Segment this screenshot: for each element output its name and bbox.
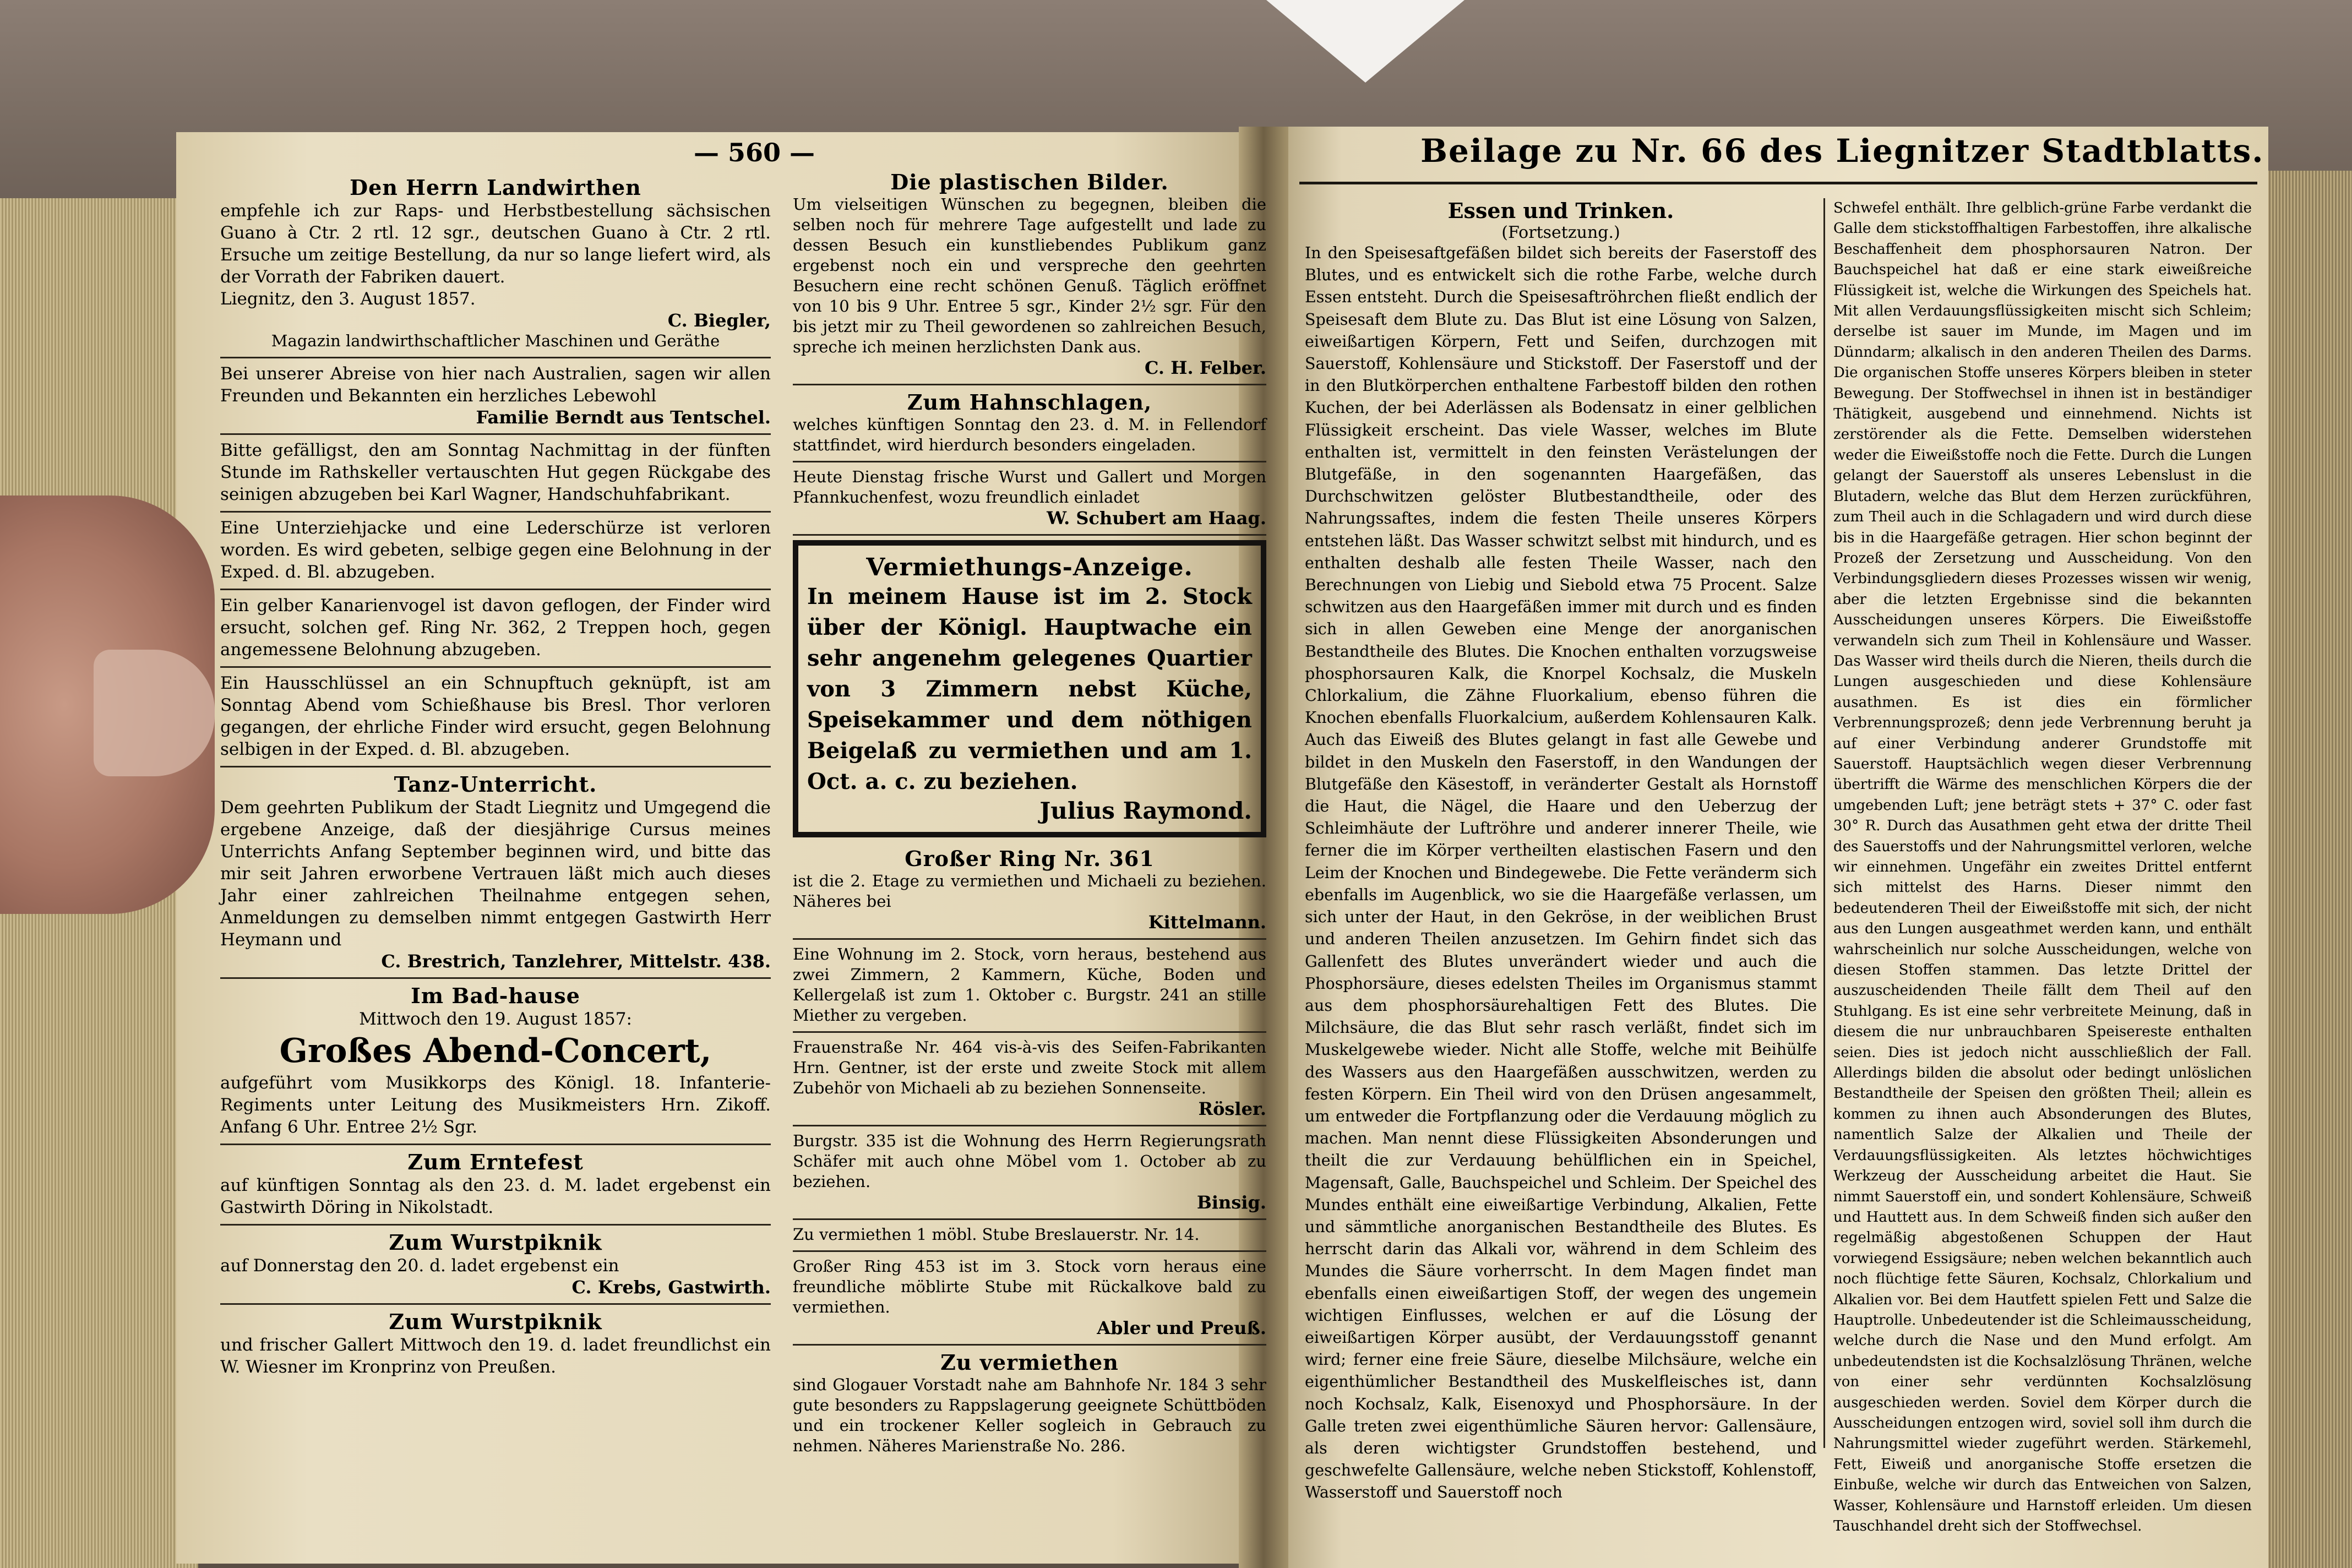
ad-subline: Magazin landwirthschaftlicher Maschinen und Geräthe bbox=[271, 331, 720, 350]
ad-heading: Tanz-Unterricht. bbox=[394, 772, 597, 797]
ad-text: auf Donnerstag den 20. d. ladet ergebenst ein bbox=[220, 1256, 619, 1276]
book-page-edges-right bbox=[2257, 171, 2352, 1568]
ad-text: auf künftigen Sonntag als den 23. d. M. ladet ergebenst ein Gastwirth Döring in Nikolstadt. bbox=[220, 1175, 771, 1217]
article-text-column-b: Schwefel enthält. Ihre gelblich-grüne Farbe verdankt die Galle dem stickstoffhaltigen Farbestoffen, ihre alkalische Beschaffenheit dem phosphorsauren Natron. Der Bauchspeichel hat daß er eine stark eiweißreiche Flüssigkeit ist, welche die Wirkungen des Speichels hat. Mit allen Verdauungsflüssigkeiten mischt sich Schleim; derselbe ist sauer im Munde, im Magen und im Dünndarm; alkalisch in den anderen Theilen des Darms. Die organischen Stoffe unseres Körpers bleiben in steter Bewegung. Der Stoffwechsel in ihnen ist in beständiger Thätigkeit, ausgebend und einnehmend. Nichts ist zerstörender als die Fette. Demselben widerstehen weder die Eiweißstoffe noch die Fette. Durch die Lungen gelangt der Sauerstoff als unseres Lebenslust in die Blutadern, welche das Blut dem Herzen zurückführen, zum Theil auch in die Schlagadern und wird durch diese bis in die Haargefäße getragen. Hier schon beginnt der Prozeß der Zersetzung und Ausscheidung. Von den Verbindungsgliedern dieses Prozesses wissen wir wenig, aber die letzten Ergebnisse sind die bekannten Ausscheidungen unseres Körpers. Die Eiweißstoffe verwandeln sich zum Theil in Kohlensäure und Wasser. Das Wasser wird theils durch die Nieren, theils durch die Lungen ausgeschieden und diese Kohlensäure ausathmen. Es ist dies ein förmlicher Verbrennungsprozeß; denn jede Verbrennung beruht ja auf einer Verbindung anderer Grundstoffe mit Sauerstoff. Hauptsächlich wegen dieser Verbrennung übertrifft die Wärme des menschlichen Körpers die der umgebenden Luft; jene beträgt stets + 37° C. oder fast 30° R. Durch das Ausathmen geht etwa der dritte Theil des Sauerstoffs und der Nahrungsmittel verloren, welche wir einnehmen. Ungefähr ein zweites Drittel entfernt sich mittelst des Harns. Dieser nimmt den bedeutenderen Theil der Eiweißstoffe mit sich, der nicht aus den Lungen ausgeathmet werden kann, und enthält wahrscheinlich nur solche Ausscheidungen, welche von diesen Stoffen stammen. Das letzte Drittel der auszuscheidenden Theile fällt dem Theil auf den Stuhlgang. Es ist eine sehr verbreitete Meinung, daß in diesem die nur unbrauchbaren Speisereste enthalten seien. Dies ist jedoch nicht ausschließlich der Fall. Allerdings bilden die absolut oder bedingt unlöslichen Bestandtheile der Speisen den größten Theil; allein es kommen zu ihnen auch Absonderungen des Blutes, namentlich Salze der Alkalien und Theile der Verdauungsflüssigkeiten. Als letztes höchwichtiges Werkzeug der Ausscheidung arbeitet die Haut. Sie nimmt Sauerstoff ein, und sondert Kohlensäure, Schweiß und Hauttett aus. In dem Schweiß finden sich außer den regelmäßig abgestoßenen Schuppen der Haut vorwiegend Essigsäure; neben welchen bekanntlich auch noch flüchtige fette Säuren, Kochsalz, Chlorkalium und Alkalien vor. Bei dem Hautfett spielen Fett und Salze die Hauptrolle. Unbedeutender ist die Schleimausscheidung, welche durch die Nase und den Mund erfolgt. Am unbedeutendsten ist die Kochsalzlösung Thränen, welche von einer sehr verdünnten Kochsalzlösung ausgeschieden werden. Soviel dem Körper durch die Ausscheidungen entzogen wird, soviel soll ihm durch die Nahrungsmittel wieder zugeführt werden. Stärkemehl, Fett, Eiweiß und anorganische Stoffe ersetzen die Einbuße, welche wir durch das Entweichen von Salzen, Wasser, Kohlensäure und Harnstoff erleiden. Um diesen Tauschhandel dreht sich der Stoffwechsel. bbox=[1833, 200, 2252, 1534]
ad-moebl-stube bbox=[793, 1220, 1266, 1252]
article-text-column-a: In den Speisesaftgefäßen bildet sich bereits der Faserstoff des Blutes, und es entwickelt sich die rothe Farbe, welche durch Essen entsteht. Durch die Speisesaftröhrchen fließt endlich der Speisesaft dem Blute zu. Das Blut ist eine Lösung von Salzen, eiweißartigen Körpern, Fett und Seifen, durchzogen mit Sauerstoff, Kohlensäure und Stickstoff. Der Faserstoff und der in den Blutkörperchen enthaltene Farbestoff bilden den rothen Kuchen, der bei Aderlässen als Bodensatz in einer gelblichen Flüssigkeit erscheint. Das viele Wasser, welches im Blute enthalten ist, vermittelt in den feinsten Verästelungen der Blutgefäße, in den sogenannten Haargefäßen, das Durchschwitzen gelöster Blutbestandtheile, oder des Nahrungssaftes, indem die festen Theile unseres Körpers entstehen läßt. Das Wasser schwitzt selbst mit hindurch, und es enthalten deshalb alle festen Theile Wasser, nach den Berechnungen von Liebig und Siebold etwa 75 Procent. Salze schwitzen aus den Haargefäßen immer mit durch und es finden sich in allen Geweben eine Menge der anorganischen Bestandtheile des Blutes. Die Knochen enthalten vorzugsweise phosphorsauren Kalk, die Knorpel Kochsalz, die Muskeln Chlorkalium, die Zähne Fluorkalium, ebenso führen die Knochen ebenfalls Fluorkalcium, außerdem Kohlensauren Kalk. Auch das Eiweiß des Blutes gelangt in fast alle Gewebe und bildet in den Muskeln den Faserstoff, in den Wandungen der Blutgefäße den Käsestoff, in veränderter Gestalt als Hornstoff die Haut, die Nägel, die Haare und den Ueberzug der Schleimhäute der Luftröhre und anderer innerer Theile, wie ferner die im Körper vertheilten elastischen Fasern und den Leim der Knochen und Bindegewebe. Die Fette veränderm sich ebenfalls im Augenblick, wo sie die Haargefäße verlassen, um sich unter der Haut, in den Gekröse, in der weiblichen Brust und anderen Theilen anzusetzen. Im Gehirn findet sich das Gallenfett des Blutes unverändert wieder und auch die Phosphorsäure, dieses edelsten Theiles im Organismus stammt aus dem phosphorsäurehaltigen Fett des Blutes. Die Milchsäure, die das Blut sehr rasch verläßt, findet sich im Muskelgewebe wieder. Nicht alle Stoffe, welche mit Beihülfe des Wassers aus den Haargefäßen ausschwitzen, werden zu festen Körpern. Ein Theil wird von den Drüsen angesammelt, um entweder die Fortpflanzung oder die Verdauung möglich zu machen. Man nennt diese Flüssigkeiten Absonderungen und theilt die zur Verdauung behülflichen ein in Speichel, Magensaft, Galle, Bauchspeichel und Schleim. Der Speichel des Mundes enthält eine eiweißartige Verbindung, Alkalien, Fette und sämmtliche anorganischen Bestandtheile des Blutes. Es herrscht darin das Alkali vor, während in dem Schleim des Mundes die Säure vorherrscht. In dem Magen findet man ebenfalls einen eiweißartigen Stoff, der wegen des ungemein wichtigen Einflusses, welchen er auf die Lösung der eiweißartigen Körper ausübt, der Verdauungsstoff genannt wird; ferner eine freie Säure, dieselbe Milchsäure, welche ein eigenthümlicher Bestandtheil des Muskelfleisches ist, dann noch Kochsalz, Kalk, Eisenoxyd und Phosphorsäure. In der Galle treten zwei eigenthümliche Säuren hervor: Gallensäure, als deren wichtigster Grundstoffen bestehend, und geschwefelte Gallensäure, welche neben Stickstoff, Kohlenstoff, Wasserstoff und Sauerstoff noch bbox=[1305, 244, 1817, 1502]
ad-heading: Im Bad-hause bbox=[411, 983, 580, 1008]
ad-text: sind Glogauer Vorstadt nahe am Bahnhofe Nr. 184 3 sehr gute besonders zu Rappslagerung geeignete Schüttböden und ein trockener Keller sogleich in Gebrauch zu nehmen. Näheres Marienstraße No. 286. bbox=[793, 1375, 1266, 1455]
ad-text: Ein gelber Kanarienvogel ist davon geflogen, der Finder wird ersucht, solchen gef. Ring Nr. 362, 2 Treppen hoch, gegen angemessene Belohnung abzugeben. bbox=[220, 596, 771, 660]
ad-date: Mittwoch den 19. August 1857: bbox=[359, 1009, 632, 1029]
ad-hut bbox=[220, 435, 771, 513]
article-subtitle: (Fortsetzung.) bbox=[1501, 223, 1620, 242]
left-page-column-b bbox=[793, 165, 1266, 1462]
ad-heading: Die plastischen Bilder. bbox=[890, 170, 1169, 194]
ad-grosser-ring-361 bbox=[793, 842, 1266, 940]
ad-tanz-unterricht bbox=[220, 767, 771, 979]
ad-signature: Julius Raymond. bbox=[1039, 797, 1252, 824]
ad-text: Bitte gefälligst, den am Sonntag Nachmittag in der fünften Stunde im Rathskeller vertauschten Hut gegen Rückgabe des seinigen abzugeben bei Karl Wagner, Handschuhfabrikant. bbox=[220, 440, 771, 504]
ad-text: empfehle ich zur Raps- und Herbstbestellung sächsischen Guano à Ctr. 2 rtl. 12 sgr., deutschen Guano à Ctr. 2 rtl. Ersuche um zeitige Bestellung, da nur so lange liefert wird, als der Vorrath der Fabriken dauert. bbox=[220, 201, 771, 287]
thumb-nail bbox=[94, 650, 215, 776]
column-divider bbox=[1823, 198, 1825, 1448]
ad-signature: C. Krebs, Gastwirth. bbox=[571, 1277, 771, 1298]
ad-text: aufgeführt vom Musikkorps des Königl. 18. Infanterie-Regiments unter Leitung des Musikmeisters Hrn. Zikoff. Anfang 6 Uhr. Entree 2½ Sgr. bbox=[220, 1073, 771, 1137]
ad-landwirthen bbox=[220, 171, 771, 358]
page-number: — 560 — bbox=[694, 138, 815, 167]
ad-text: und frischer Gallert Mittwoch den 19. d. ladet freundlichst ein W. Wiesner im Kronprinz von Preußen. bbox=[220, 1335, 771, 1377]
ad-heading: Zum Wurstpiknik bbox=[389, 1309, 602, 1334]
ad-signature: C. Brestrich, Tanzlehrer, Mittelstr. 438. bbox=[381, 951, 771, 972]
ad-heading: Zu vermiethen bbox=[940, 1350, 1119, 1375]
ad-unterziehjacke bbox=[220, 513, 771, 590]
ad-grosser-ring-453 bbox=[793, 1252, 1266, 1346]
ad-plastische-bilder bbox=[793, 165, 1266, 385]
ad-signature: C. H. Felber. bbox=[1145, 357, 1266, 378]
ad-wurstpiknik-1 bbox=[220, 1226, 771, 1305]
ad-erntefest bbox=[220, 1145, 771, 1226]
ad-signature: Abler und Preuß. bbox=[1097, 1317, 1266, 1338]
ad-abreise bbox=[220, 358, 771, 435]
ad-text: Heute Dienstag frische Wurst und Gallert und Morgen Pfannkuchenfest, wozu freundlich einladet bbox=[793, 467, 1266, 507]
ad-heading: Zum Hahnschlagen, bbox=[907, 390, 1152, 415]
ad-wurst-gallert bbox=[793, 462, 1266, 536]
ad-hausschluessel bbox=[220, 668, 771, 767]
ad-text: ist die 2. Etage zu vermiethen und Michaeli zu beziehen. Näheres bei bbox=[793, 872, 1266, 911]
left-page-column-a bbox=[220, 171, 771, 1384]
ad-burgstr-335 bbox=[793, 1126, 1266, 1220]
ad-text: Eine Unterziehjacke und eine Lederschürze ist verloren worden. Es wird gebeten, selbige gegen eine Belohnung in der Exped. d. Bl. abzugeben. bbox=[220, 518, 771, 582]
ad-text: Großer Ring 453 ist im 3. Stock vorn heraus eine freundliche möblirte Stube mit Rückalkove bald zu vermiethen. bbox=[793, 1257, 1266, 1316]
ad-text: Zu vermiethen 1 möbl. Stube Breslauerstr. Nr. 14. bbox=[793, 1225, 1200, 1244]
ad-text: Ein Hausschlüssel an ein Schnupftuch geknüpft, ist am Sonntag Abend vom Schießhause bis Bresl. Thor verloren gegangen, der ehrliche Finder wird ersucht, gegen Belohnung selbigen in der Exped. d. Bl. abzugeben. bbox=[220, 673, 771, 759]
ad-heading: Zum Erntefest bbox=[407, 1150, 584, 1174]
ad-big-title: Großes Abend-Concert, bbox=[279, 1032, 712, 1070]
ad-signature: Kittelmann. bbox=[1148, 912, 1266, 933]
ad-signature: Familie Berndt aus Tentschel. bbox=[476, 407, 771, 428]
ad-text: In meinem Hause ist im 2. Stock über der Königl. Hauptwache ein sehr angenehm gelegenes Quartier von 3 Zimmern nebst Küche, Speisekammer und dem nöthigen Beigelaß zu vermiethen und am 1. Oct. a. c. zu beziehen. bbox=[807, 584, 1252, 794]
ad-signature: Rösler. bbox=[1198, 1098, 1266, 1119]
ad-heading: Zum Wurstpiknik bbox=[389, 1230, 602, 1255]
ad-text: Um vielseitigen Wünschen zu begegnen, bleiben die selben noch für mehrere Tage aufgestellt und lade zu dessen Besuch ein kunstliebendes Publikum ganz ergebenst noch ein und verspreche den geehrten Besuchern eine recht schönen Genuß. Täglich eröffnet von 10 bis 9 Uhr. Entree 5 sgr., Kinder 2½ sgr. Für den bis jetzt mir zu Theil gewordenen so zahlreichen Besuch, spreche ich meinen herzlichsten Dank aus. bbox=[793, 195, 1266, 356]
article-title: Essen und Trinken. bbox=[1447, 198, 1674, 223]
ad-concert bbox=[220, 979, 771, 1145]
ad-zu-vermiethen bbox=[793, 1346, 1266, 1462]
ad-signature: Binsig. bbox=[1196, 1192, 1266, 1213]
ad-kanarienvogel bbox=[220, 590, 771, 668]
right-page-column-a bbox=[1305, 198, 1817, 1504]
ad-date: Liegnitz, den 3. August 1857. bbox=[220, 289, 476, 309]
ad-text: Dem geehrten Publikum der Stadt Liegnitz und Umgegend die ergebene Anzeige, daß der diesjährige Cursus meines Unterrichts Anfang September beginnen wird, und bitte das mir seit Jahren erworbene Vertrauen läßt mich auch dieses Jahr einer zahlreichen Theilnahme entgegen sehen, Anmeldungen zu demselben nimmt entgegen Gastwirth Herr Heymann und bbox=[220, 798, 771, 950]
ad-heading: Vermiethungs-Anzeige. bbox=[866, 553, 1193, 581]
title-rule bbox=[1299, 182, 2257, 184]
ad-wohnung-2-stock bbox=[793, 940, 1266, 1033]
supplement-title: Beilage zu Nr. 66 des Liegnitzer Stadtblatts. bbox=[1420, 132, 2264, 170]
ad-text: Bei unserer Abreise von hier nach Australien, sagen wir allen Freunden und Bekannten ein herzliches Lebewohl bbox=[220, 364, 771, 406]
ad-vermiethungs-anzeige bbox=[793, 540, 1266, 837]
ad-frauenstrasse bbox=[793, 1033, 1266, 1126]
ad-hahnschlagen bbox=[793, 385, 1266, 462]
ad-heading: Großer Ring Nr. 361 bbox=[905, 846, 1155, 871]
ad-text: welches künftigen Sonntag den 23. d. M. in Fellendorf stattfindet, wird hierdurch besonders eingeladen. bbox=[793, 415, 1266, 454]
ad-heading: Den Herrn Landwirthen bbox=[350, 175, 641, 200]
ad-signature: W. Schubert am Haag. bbox=[1047, 508, 1266, 529]
ad-signature: C. Biegler, bbox=[667, 310, 771, 331]
ad-wurstpiknik-2 bbox=[220, 1305, 771, 1384]
ad-text: Frauenstraße Nr. 464 vis-à-vis des Seifen-Fabrikanten Hrn. Gentner, ist der erste und zweite Stock mit allem Zubehör von Michaeli ab zu beziehen Sonnenseite. bbox=[793, 1038, 1266, 1097]
right-page-column-b bbox=[1833, 198, 2252, 1537]
ad-text: Burgstr. 335 ist die Wohnung des Herrn Regierungsrath Schäfer mit auch ohne Möbel vom 1. October ab zu beziehen. bbox=[793, 1131, 1266, 1191]
ad-text: Eine Wohnung im 2. Stock, vorn heraus, bestehend aus zwei Zimmern, 2 Kammern, Küche, Boden und Kellergelaß ist zum 1. Oktober c. Burgstr. 241 an stille Miether zu vergeben. bbox=[793, 945, 1266, 1025]
